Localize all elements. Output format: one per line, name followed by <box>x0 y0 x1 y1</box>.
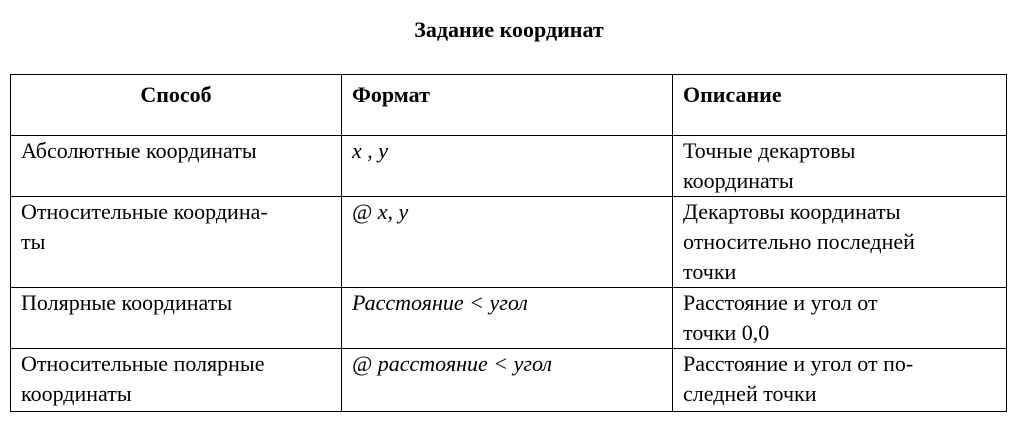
coordinates-table <box>10 74 1007 412</box>
document-title: Задание координат <box>414 17 604 42</box>
description-cell: Расстояние и угол от точки 0,0 <box>673 288 1007 349</box>
format-cell: @ расстояние < угол <box>342 349 673 412</box>
table-row <box>11 136 1007 197</box>
description-cell: Декартовы координаты относительно последней точки <box>673 197 1007 288</box>
description-cell: Расстояние и угол от по- следней точки <box>673 349 1007 412</box>
method-cell: Абсолютные координаты <box>11 136 342 197</box>
format-cell: x , y <box>342 136 673 197</box>
table-row <box>11 349 1007 412</box>
table-header-row <box>11 75 1007 136</box>
format-cell: @ x, y <box>342 197 673 288</box>
method-cell: Полярные координаты <box>11 288 342 349</box>
header-description: Описание <box>673 75 1007 136</box>
header-method: Способ <box>11 75 342 136</box>
method-cell: Относительные полярные координаты <box>11 349 342 412</box>
format-cell: Расстояние < угол <box>342 288 673 349</box>
description-cell: Точные декартовы координаты <box>673 136 1007 197</box>
table-row <box>11 197 1007 288</box>
method-cell: Относительные координа- ты <box>11 197 342 288</box>
table-row <box>11 288 1007 349</box>
header-format: Формат <box>342 75 673 136</box>
